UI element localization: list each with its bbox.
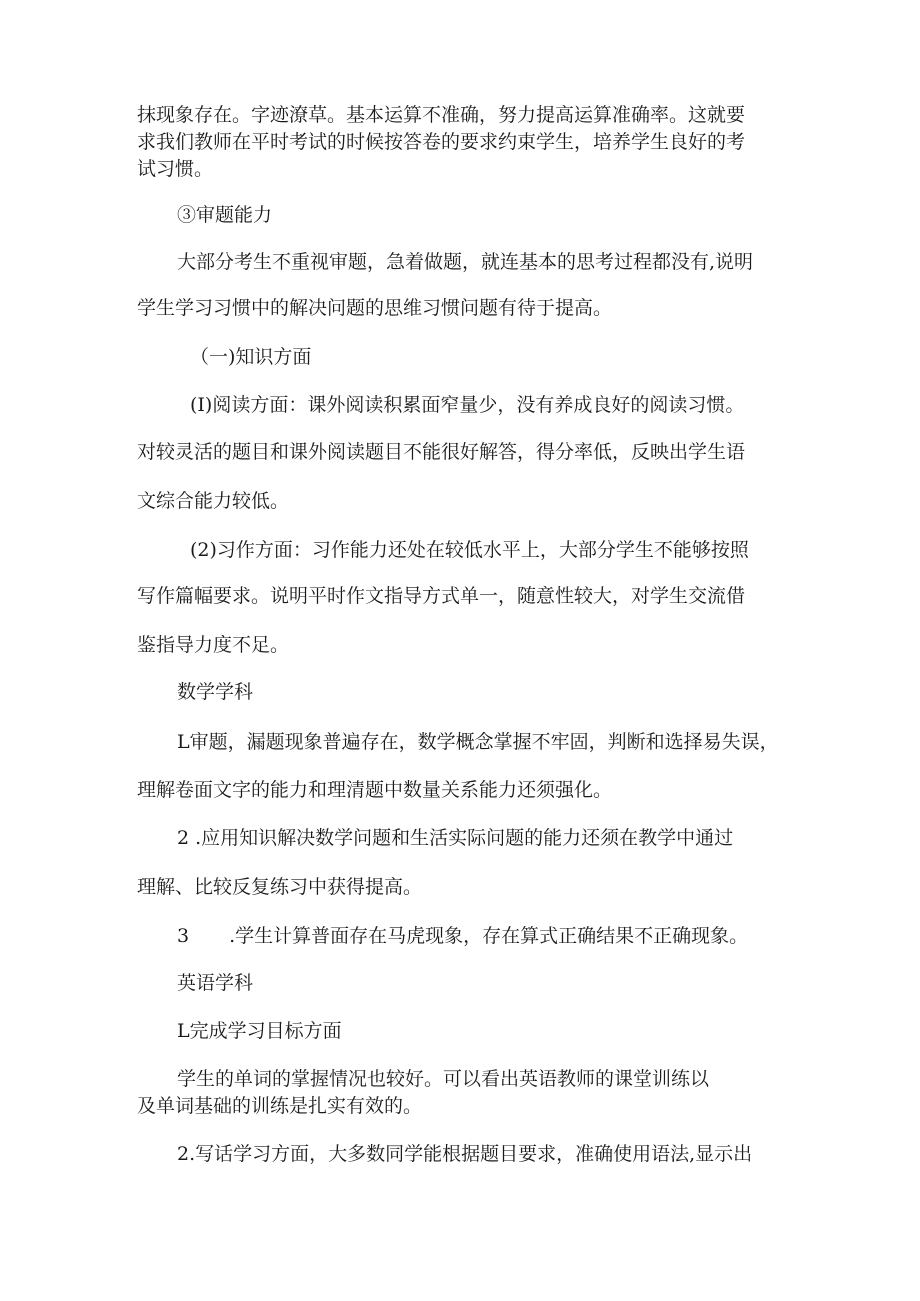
paragraph-line: 对较灵活的题目和课外阅读题目不能很好解答，得分率低，反映出学生语 — [137, 441, 746, 463]
paragraph-line: 求我们教师在平时考试的时候按答卷的要求约束学生，培养学生良好的考 — [137, 131, 746, 153]
paragraph-line: (2)习作方面：习作能力还处在较低水平上，大部分学生不能够按照 — [190, 539, 749, 561]
paragraph-line: 学生学习习惯中的解决问题的思维习惯问题有待于提高。 — [137, 297, 613, 319]
list-text: .学生计算普面存在马虎现象，存在算式正确结果不正确现象。 — [229, 925, 749, 947]
paragraph-line — [177, 924, 797, 948]
paragraph-line: L审题，漏题现象普遍存在，数学概念掌握不牢固，判断和选择易失误， — [177, 731, 779, 753]
paragraph-line: 大部分考生不重视审题，急着做题，就连基本的思考过程都没有,说明 — [177, 251, 754, 273]
section-heading: 数学学科 — [177, 681, 254, 703]
paragraph-line: 鉴指导力度不足。 — [137, 634, 290, 656]
paragraph-line: 2.写话学习方面，大多数同学能根据题目要求，准确使用语法,显示出 — [177, 1143, 753, 1165]
paragraph-line: 文综合能力较低。 — [137, 490, 290, 512]
paragraph-line: 及单词基础的训练是扎实有效的。 — [137, 1095, 423, 1117]
paragraph-line: (I)阅读方面：课外阅读积累面窄量少，没有养成良好的阅读习惯。 — [190, 394, 745, 416]
section-heading: ③审题能力 — [177, 204, 273, 226]
paragraph-line: 试习惯。 — [137, 158, 214, 180]
paragraph-line: 2 .应用知识解决数学问题和生活实际问题的能力还须在教学中通过 — [177, 827, 734, 849]
paragraph-line: 学生的单词的掌握情况也较好。可以看出英语教师的课堂训练以 — [177, 1068, 710, 1090]
paragraph-line: 写作篇幅要求。说明平时作文指导方式单一，随意性较大，对学生交流借 — [137, 585, 746, 607]
paragraph-line: 理解卷面文字的能力和理清题中数量关系能力还须强化。 — [137, 779, 613, 801]
paragraph-line: 抹现象存在。字迹潦草。基本运算不准确，努力提高运算准确率。这就要 — [137, 104, 746, 126]
section-heading: L完成学习目标方面 — [177, 1020, 342, 1042]
list-number: 3 — [177, 925, 190, 947]
paragraph-line: 理解、比较反复练习中获得提高。 — [137, 876, 423, 898]
section-heading: 英语学科 — [177, 972, 254, 994]
section-heading: （一)知识方面 — [190, 346, 312, 368]
